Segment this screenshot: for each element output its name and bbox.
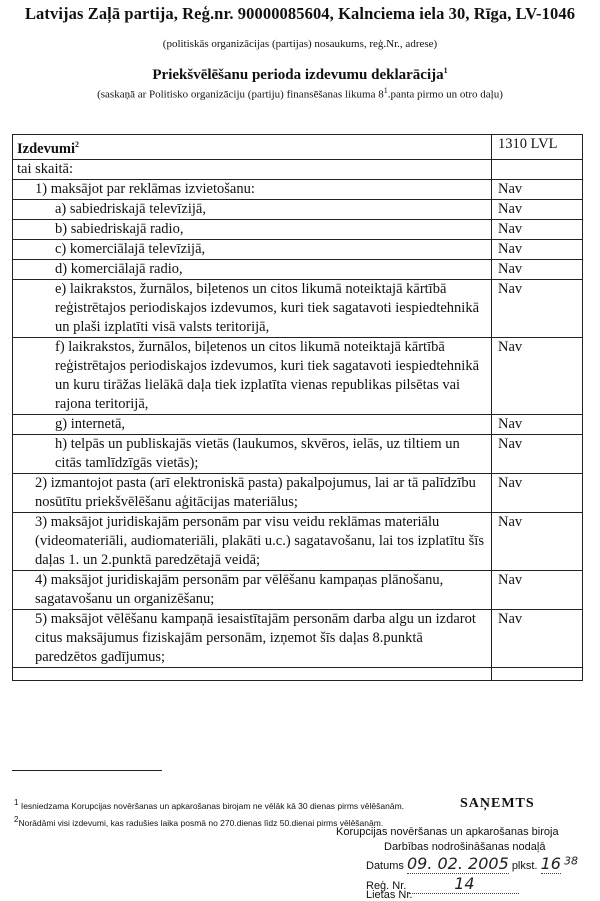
total-value: 1310 LVL [492,135,583,160]
spacer-cell [13,668,492,681]
total-row [13,135,583,160]
footnote-1-text: Iesniedzama Korupcijas novēršanas un apkarošanas birojam ne vēlāk kā 30 dienas pirms vēlēšanām. [20,800,405,811]
subtitle-text-a: (saskaņā ar Politisko organizāciju (partiju) finansēšanas likuma 8 [97,88,384,101]
stamp-reg-label: Reģ. Nr. [366,880,407,892]
row-label: g) internetā, [13,415,492,435]
table-row [13,474,583,513]
row-label: b) sabiedriskajā radio, [13,220,492,240]
footnote-2-text: Norādāmi visi izdevumi, kas radušies laika posmā no 270.dienas līdz 50.dienai pirms vēlēšanām. [18,817,384,828]
row-label: e) laikrakstos, žurnālos, biļetenos un citos likumā noteiktajā kārtībā reģistrētajos periodiskajos izdevumos, kuri tiek sagatavoti iespiedtehnikā un plaši izplatīti visā valsts teritorijā, [13,280,492,338]
stamp-date-label: Datums [366,860,404,872]
stamp-time-label: plkst. [511,860,538,872]
total-label-cell [13,135,492,160]
document-header [0,4,600,101]
row-value: Nav [492,220,583,240]
row-label: 2) izmantojot pasta (arī elektroniskā pasta) pakalpojumus, lai ar tā palīdzību nosūtītu priekšvēlēšanu aģitācijas materiālus; [13,474,492,513]
row-value: Nav [492,200,583,220]
footnote-2-mark: 2 [14,814,19,824]
row-value: Nav [492,415,583,435]
table-row [13,435,583,474]
expenses-table [12,134,583,681]
table-row [13,513,583,571]
title-text: Priekšvēlēšanu perioda izdevumu deklarācija [152,67,444,83]
row-label: d) komerciālajā radio, [13,260,492,280]
table-row [13,610,583,668]
row-value: Nav [492,610,583,668]
table-row [13,240,583,260]
stamp-lietas-line [366,889,412,901]
stamp-reg-value: 14 [409,874,519,894]
table-row [13,571,583,610]
stamp-line-1: Korupcijas novēršanas un apkarošanas biroja [336,826,559,838]
footnotes [14,796,404,830]
total-label: Izdevumi [17,140,75,157]
table-row [13,220,583,240]
subtitle-sup: 1 [383,86,388,95]
table-row [13,180,583,200]
row-value: Nav [492,435,583,474]
spacer-cell [492,668,583,681]
stamp-line-2: Darbības nodrošināšanas nodaļā [384,841,546,853]
row-value: Nav [492,338,583,415]
row-value: Nav [492,474,583,513]
stamp-time-value: 16 [540,854,561,873]
stamp-title: SAŅEMTS [460,796,535,811]
row-label: c) komerciālajā televīzijā, [13,240,492,260]
stamp-lietas-label: Lietas Nr. [366,889,413,901]
footnote-1-mark: 1 [14,798,19,807]
row-label: 4) maksājot juridiskajām personām par vēlēšanu kampaņas plānošanu, sagatavošanu un organizēšanu; [13,571,492,610]
row-label: f) laikrakstos, žurnālos, biļetenos un citos likumā noteiktajā kārtībā reģistrētajos periodiskajos izdevumos, kuri tiek sagatavoti iespiedtehnikā un kuru tirāžas lielākā daļa tiek izplatīta vienas republikas pilsētas vai rajona teritorijā, [13,338,492,415]
total-footnote-mark: 2 [75,140,79,149]
row-label: 5) maksājot vēlēšanu kampaņā iesaistītajām personām darba algu un izdarot citus maksājumus fiziskajām personām, izņemot šīs daļas 8.punktā paredzētos gadījumus; [13,610,492,668]
document-subtitle [0,86,600,101]
footnote-1 [14,796,404,813]
row-label: 3) maksājot juridiskajām personām par visu veidu reklāmas materiālu (videomateriāli, audiomateriāli, plakāti u.c.) sagatavošanu, lai tos izplatītu šīs daļas 1. un 2.punktā paredzētajā veidā; [13,513,492,571]
including-value [492,160,583,180]
table-bottom-spacer [13,668,583,681]
table-row [13,338,583,415]
row-label: a) sabiedriskajā televīzijā, [13,200,492,220]
row-value: Nav [492,280,583,338]
table-row [13,415,583,435]
document-title [0,66,600,84]
stamp-date-value: 09. 02. 2005 [406,854,509,873]
organization-note: (politiskās organizācijas (partijas) nosaukums, reģ.Nr., adrese) [162,38,438,50]
including-row [13,160,583,180]
table-row [13,260,583,280]
table-row [13,200,583,220]
subtitle-text-b: .panta pirmo un otro daļu) [387,88,503,101]
row-value: Nav [492,180,583,200]
organization-line: Latvijas Zaļā partija, Reģ.nr. 90000085604, Kalnciema iela 30, Rīga, LV-1046 [24,4,576,23]
row-value: Nav [492,513,583,571]
row-value: Nav [492,260,583,280]
row-label: h) telpās un publiskajās vietās (laukumos, skvēros, ielās, uz tiltiem un citās tamlīdzīgās vietās); [13,435,492,474]
stamp-time-minutes: 38 [563,854,578,868]
row-value: Nav [492,240,583,260]
row-label: 1) maksājot par reklāmas izvietošanu: [13,180,492,200]
title-footnote-mark: 1 [443,66,448,75]
including-label: tai skaitā: [13,160,492,180]
footnote-separator [12,770,162,771]
row-value: Nav [492,571,583,610]
stamp-date-line [366,854,578,874]
table-row [13,280,583,338]
